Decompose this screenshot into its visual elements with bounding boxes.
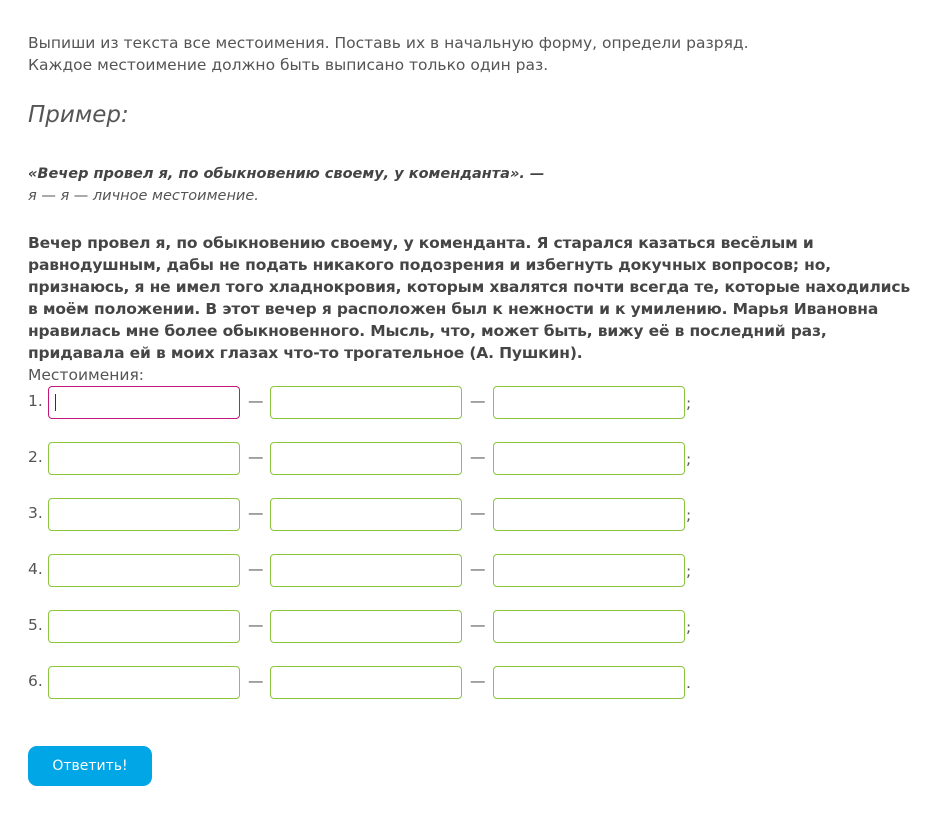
dash-separator: — [248,672,264,690]
row-terminator: ; [686,394,692,412]
example-answer: я — я — личное местоимение. [28,188,259,204]
pronoun-input[interactable] [48,386,240,419]
dash-separator: — [248,392,264,410]
category-input[interactable] [493,554,685,587]
row-number: 6. [28,672,43,690]
pronouns-label: Местоимения: [28,366,145,384]
category-input[interactable] [493,386,685,419]
initial-form-input[interactable] [270,498,462,531]
pronoun-input[interactable] [48,666,240,699]
row-terminator: ; [686,450,692,468]
row-terminator: . [686,674,691,692]
row-number: 5. [28,616,43,634]
answer-row-2 [28,442,728,476]
dash-separator: — [470,504,486,522]
answer-row-4 [28,554,728,588]
row-terminator: ; [686,562,692,580]
initial-form-input[interactable] [270,386,462,419]
initial-form-input[interactable] [270,666,462,699]
dash-separator: — [470,448,486,466]
dash-separator: — [470,672,486,690]
row-number: 4. [28,560,43,578]
answer-row-5 [28,610,728,644]
category-input[interactable] [493,498,685,531]
initial-form-input[interactable] [270,442,462,475]
dash-separator: — [470,616,486,634]
answer-row-3 [28,498,728,532]
category-input[interactable] [493,442,685,475]
row-terminator: ; [686,618,692,636]
category-input[interactable] [493,666,685,699]
dash-separator: — [248,616,264,634]
row-number: 1. [28,392,43,410]
source-text: Вечер провел я, по обыкновению своему, у коменданта. Я старался казаться весёлым и равнодушным, дабы не подать никакого подозрения и избегнуть докучных вопросов; но, признаюсь, я не имел того хладнокровия, которым хвалятся почти всегда те, которые находились в моём положении. В этот вечер я расположен был к нежности и к умилению. Марья Ивановна нравилась мне более обыкновенного. Мысль, что, может быть, вижу её в последний раз, придавала ей в моих глазах что-то трогательное (А. Пушкин). [28,234,911,362]
row-number: 2. [28,448,43,466]
example-heading: Пример: [28,102,129,128]
initial-form-input[interactable] [270,554,462,587]
initial-form-input[interactable] [270,610,462,643]
dash-separator: — [248,448,264,466]
pronoun-input[interactable] [48,554,240,587]
dash-separator: — [248,504,264,522]
row-terminator: ; [686,506,692,524]
answer-row-1 [28,386,728,420]
dash-separator: — [470,392,486,410]
pronoun-input[interactable] [48,610,240,643]
example-quote: «Вечер провел я, по обыкновению своему, у коменданта». — [28,166,545,182]
dash-separator: — [470,560,486,578]
text-caret [55,394,56,411]
pronoun-input[interactable] [48,442,240,475]
pronoun-input[interactable] [48,498,240,531]
category-input[interactable] [493,610,685,643]
answer-row-6 [28,666,728,700]
task-instruction: Выпиши из текста все местоимения. Поставь их в начальную форму, определи разряд. Каждое местоимение должно быть выписано только один раз. [28,34,749,74]
row-number: 3. [28,504,43,522]
dash-separator: — [248,560,264,578]
submit-button[interactable]: Ответить! [28,746,152,786]
